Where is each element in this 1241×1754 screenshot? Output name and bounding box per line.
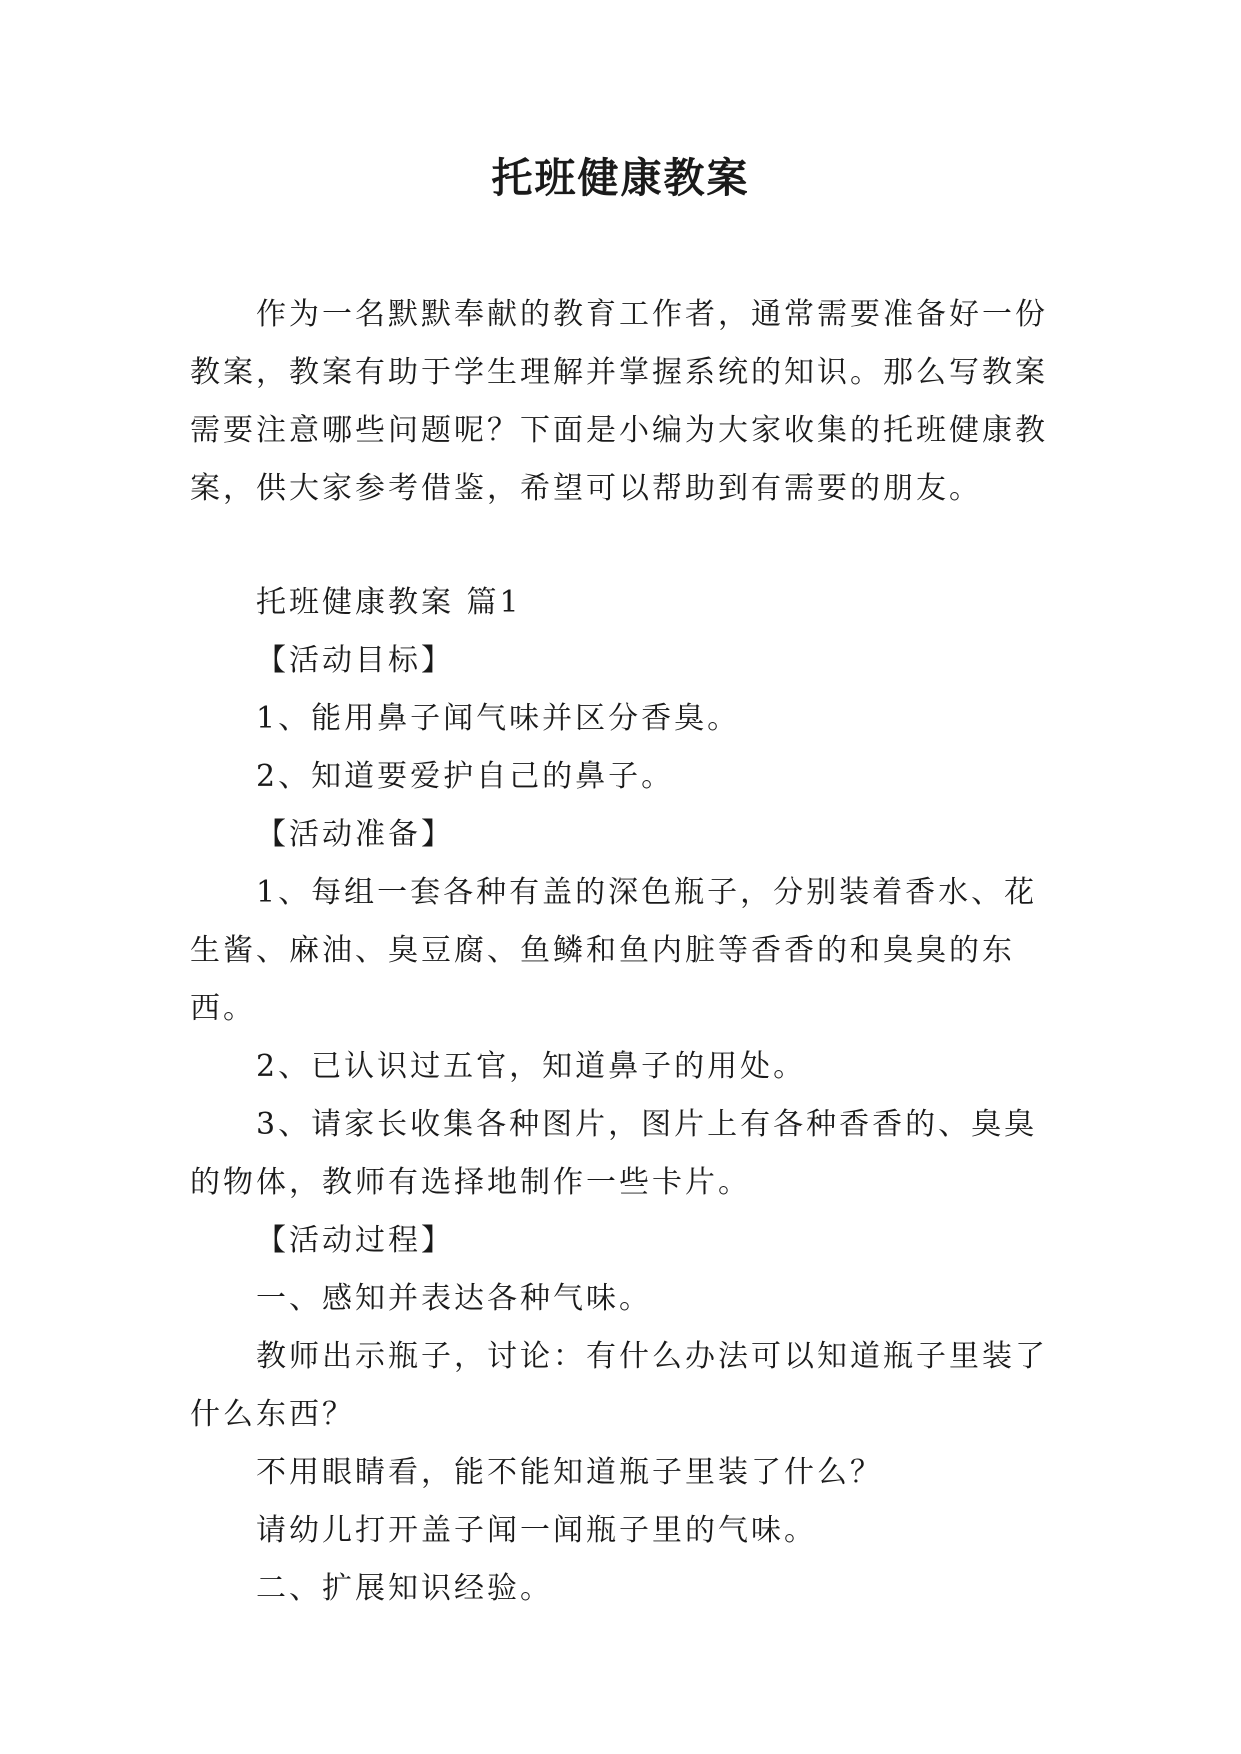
goal-item-1: 1、能用鼻子闻气味并区分香臭。 (256, 701, 741, 736)
process-step-1-text-a: 教师出示瓶子，讨论：有什么办法可以知道瓶子里装了什么东西？ (190, 1339, 1048, 1432)
heading-activity-preparation: 【活动准备】 (256, 817, 454, 852)
preparation-item-2: 2、已认识过五官，知道鼻子的用处。 (256, 1049, 807, 1084)
process-step-1-text-b: 不用眼睛看，能不能知道瓶子里装了什么？ (256, 1455, 883, 1490)
goal-item-2: 2、知道要爱护自己的鼻子。 (256, 759, 675, 794)
document-body (190, 286, 1052, 1618)
section-heading: 托班健康教案 篇1 (256, 585, 522, 620)
process-step-1-heading: 一、感知并表达各种气味。 (256, 1281, 652, 1316)
intro-paragraph: 作为一名默默奉献的教育工作者，通常需要准备好一份教案，教案有助于学生理解并掌握系统的知识。那么写教案需要注意哪些问题呢？下面是小编为大家收集的托班健康教案，供大家参考借鉴，希望可以帮助到有需要的朋友。 (190, 297, 1048, 506)
process-step-2-heading: 二、扩展知识经验。 (256, 1571, 553, 1606)
document-title: 托班健康教案 (491, 154, 750, 202)
heading-activity-process: 【活动过程】 (256, 1223, 454, 1258)
preparation-item-1: 1、每组一套各种有盖的深色瓶子，分别装着香水、花生酱、麻油、臭豆腐、鱼鳞和鱼内脏等香香的和臭臭的东西。 (190, 875, 1038, 1026)
process-step-1-text-c: 请幼儿打开盖子闻一闻瓶子里的气味。 (256, 1513, 817, 1548)
heading-activity-goals: 【活动目标】 (256, 643, 454, 678)
preparation-item-3: 3、请家长收集各种图片，图片上有各种香香的、臭臭的物体，教师有选择地制作一些卡片。 (190, 1107, 1038, 1200)
section-spacer (190, 518, 1052, 574)
